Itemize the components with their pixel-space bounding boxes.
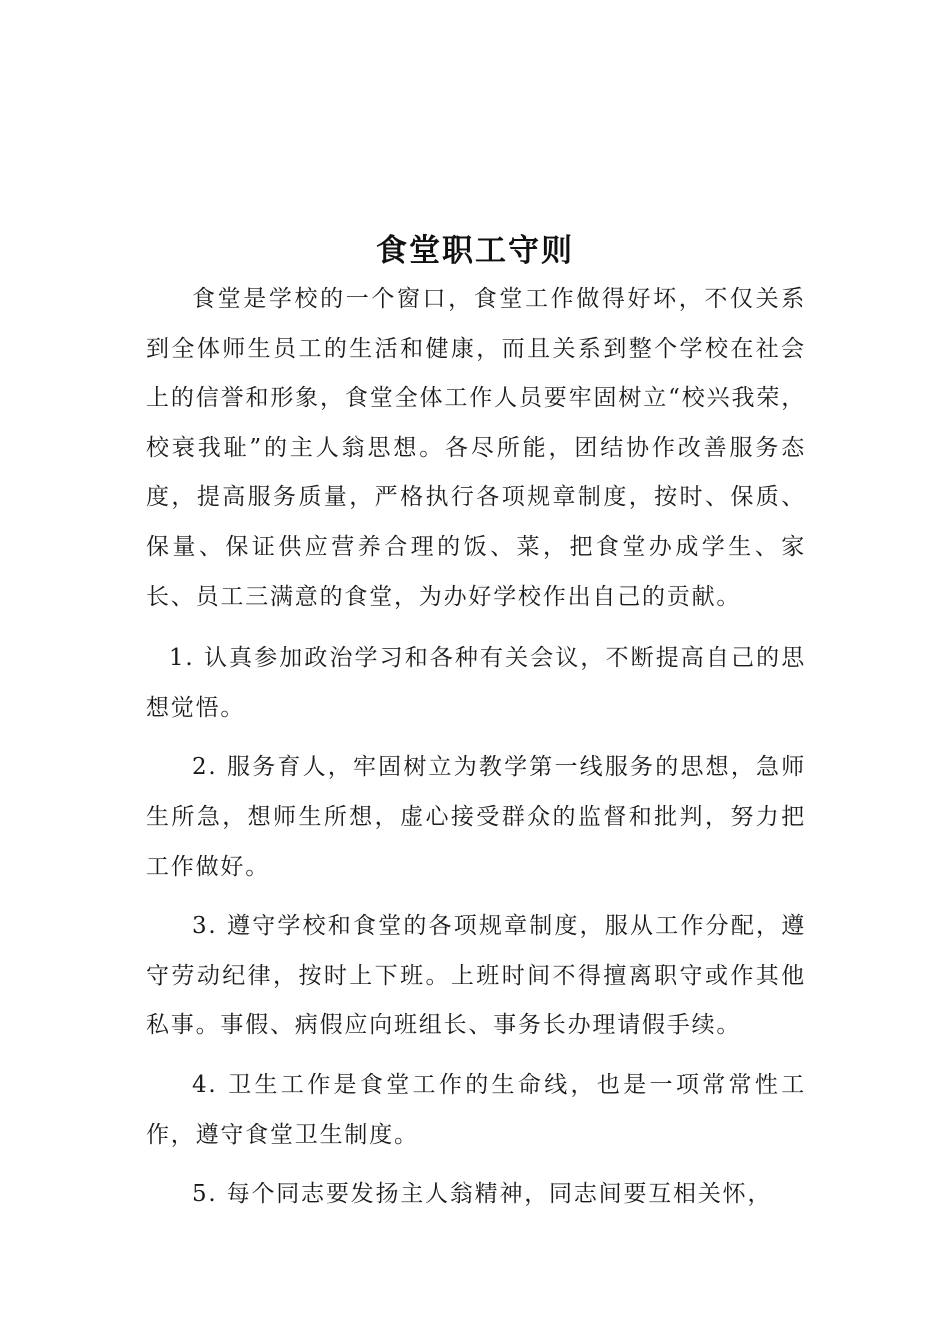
rule-item-4: 4. 卫生工作是食堂工作的生命线，也是一项常常性工作，遵守食堂卫生制度。 bbox=[146, 1071, 806, 1148]
document-body bbox=[146, 275, 806, 1230]
rule-item-1: 1. 认真参加政治学习和各种有关会议，不断提高自己的思想觉悟。 bbox=[146, 645, 806, 721]
intro-paragraph: 食堂是学校的一个窗口，食堂工作做得好坏，不仅关系到全体师生员工的生活和健康，而且关系到整个学校在社会上的信誉和形象，食堂全体工作人员要牢固树立“校兴我荣，校衰我耻”的主人翁思想。各尽所能，团结协作改善服务态度，提高服务质量，严格执行各项规章制度，按时、保质、保量、保证供应营养合理的饭、菜，把食堂办成学生、家长、员工三满意的食堂，为办好学校作出自己的贡献。 bbox=[146, 286, 806, 610]
page-title: 食堂职工守则 bbox=[376, 233, 574, 269]
rule-item-3: 3. 遵守学校和食堂的各项规章制度，服从工作分配，遵守劳动纪律，按时上下班。上班时间不得擅离职守或作其他私事。事假、病假应向班组长、事务长办理请假手续。 bbox=[146, 913, 806, 1039]
rule-item-5: 5. 每个同志要发扬主人翁精神，同志间要互相关怀， bbox=[192, 1181, 773, 1208]
rule-item-2: 2. 服务育人，牢固树立为教学第一线服务的思想，急师生所急，想师生所想，虚心接受群众的监督和批判，努力把工作做好。 bbox=[146, 754, 806, 880]
